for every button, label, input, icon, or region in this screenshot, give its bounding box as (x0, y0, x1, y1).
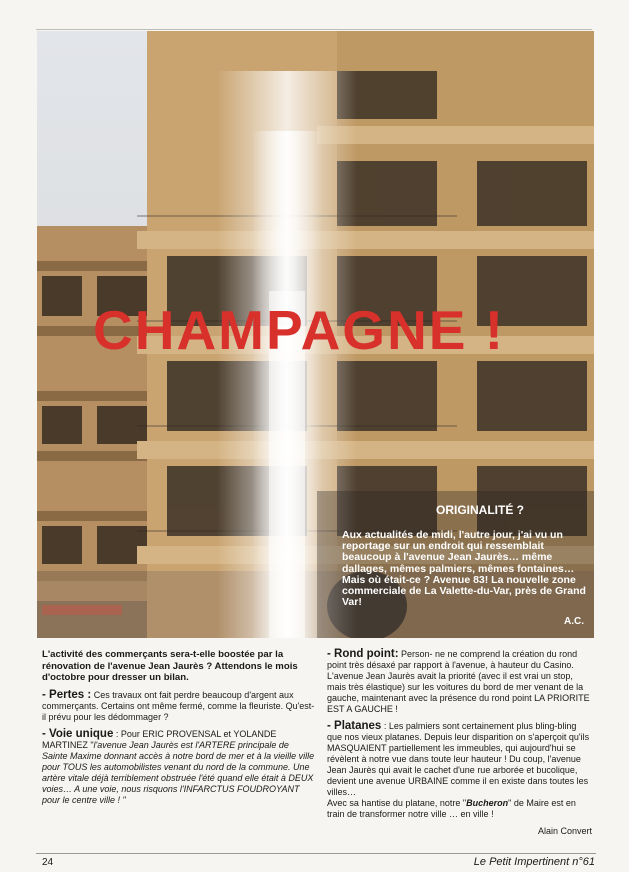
voie-paragraph (42, 729, 316, 806)
intro-paragraph: L'activité des commerçants sera-t-elle boostée par la rénovation de l'avenue Jean Jaurès ? Attendons le mois d'octobre pour dresser un bilan. (42, 649, 298, 683)
headline: CHAMPAGNE ! (93, 299, 506, 361)
sidebar-title: ORIGINALITÉ ? (436, 503, 524, 517)
rond-point-paragraph (327, 649, 592, 715)
voie-quote: l'avenue Jean Jaurès est l'ARTERE principale de Sainte Maxime donnant accès à notre bord de mer et à la vieille ville pour TOUS les automobilistes venant du nord de la commune. Une artère vitale déjà terriblement obstruée l'été quand elle était à DEUX voies… A une voie, nous risquons l'INFARCTUS FOUDROYANT pour le centre ville ! " (42, 739, 315, 805)
platanes-paragraph-2 (327, 798, 592, 820)
page-number: 24 (42, 857, 54, 868)
sidebar-signature: A.C. (564, 616, 584, 627)
voie-title: - Voie unique (42, 727, 114, 740)
article-signature: Alain Convert (537, 826, 592, 836)
rond-point-text: Person- ne ne comprend la création du rond point très désaxé par rapport à l'avenue, à hauteur du Casino. L'avenue Jean Jaurès avait la priorité (avec il est vrai un stop, mais très élastique) sur les voitures du bord de mer venant de la gauche, maintenant avec la présence du rond point LA PRIORITE EST A GAUCHE ! (327, 649, 590, 714)
platanes-title: - Platanes (327, 720, 382, 732)
sidebar-body: Aux actualités de midi, l'autre jour, j'ai vu un reportage sur un endroit qui ressemblait beaucoup à l'avenue Jean Jaurès… même dallages, mêmes palmiers, mêmes fontaines… Mais où était-ce ? Avenue 83! La nouvelle zone commerciale de La Valette-du-Var, près de Grand Var! (342, 529, 586, 609)
pertes-text: Ces travaux ont fait perdre beaucoup d'argent aux commerçants. Certains ont même fermé, comme la fleuriste. Qu'est-il prévu pour les dédommager ? (42, 689, 315, 722)
pertes-title: - Pertes : (42, 688, 92, 701)
rond-point-title: - Rond point: (327, 648, 399, 660)
column-left (42, 649, 316, 812)
platanes-text: : Les palmiers sont certainement plus bling-bling que nos vieux platanes. Depuis leur disparition on s'aperçoit qu'ils MASQUAIENT partiellement les immeubles, qui aujourd'hui se révèlent à notre vue dans toute leur hauteur ! Du coup, l'avenue Jean Jaurès qui avait le cachet d'une rue arborée et bucolique, devient une avenue URBAINE comme il en existe dans toutes les villes… (327, 721, 590, 797)
platanes-text2-bold: Bucheron (466, 798, 509, 808)
magazine-name: Le Petit Impertinent n°61 (473, 856, 595, 868)
voie-text: : Pour ERIC PROVENSAL et YOLANDE MARTINEZ " (42, 728, 277, 750)
platanes-text2-prefix: Avec sa hantise du platane, notre " (327, 798, 467, 808)
platanes-paragraph (327, 721, 592, 798)
pertes-paragraph (42, 690, 316, 723)
footer-rule (36, 853, 596, 854)
top-rule (36, 29, 592, 30)
column-right (327, 649, 592, 837)
platanes-text2-suffix: " de Maire est en train de transformer notre ville … en ville ! (327, 798, 576, 819)
